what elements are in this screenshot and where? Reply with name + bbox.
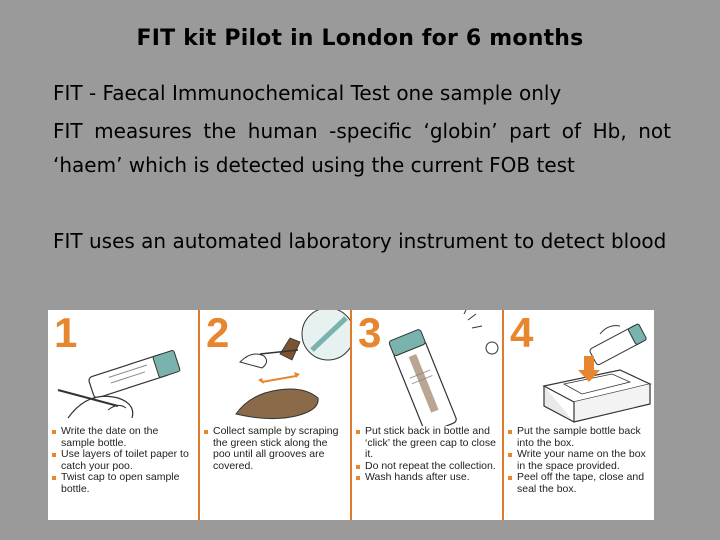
instruction-panels — [48, 310, 654, 520]
paragraph-automated: FIT uses an automated laboratory instrument to detect blood — [53, 229, 667, 253]
bullet-icon — [356, 476, 360, 480]
bullet-icon — [356, 430, 360, 434]
step-item: Peel off the tape, close and seal the box. — [508, 472, 648, 495]
step-item: Put the sample bottle back into the box. — [508, 426, 648, 449]
step-item: Put stick back in bottle and ‘click’ the green cap to close it. — [356, 426, 496, 461]
slide-title: FIT kit Pilot in London for 6 months — [136, 26, 584, 51]
bullet-icon — [52, 476, 56, 480]
seal-box-illustration — [504, 310, 654, 426]
step-item: Wash hands after use. — [356, 472, 496, 484]
step-item: Use layers of toilet paper to catch your poo. — [52, 449, 192, 472]
paragraph-globin: FIT measures the human -specific ‘globin’ part of Hb, not ‘haem’ which is detected using the current FOB test — [53, 119, 671, 177]
bullet-icon — [508, 476, 512, 480]
bullet-icon — [508, 453, 512, 457]
step-item: Write the date on the sample bottle. — [52, 426, 192, 449]
step-number: 3 — [358, 310, 382, 356]
write-date-illustration — [48, 310, 198, 426]
step-number: 4 — [510, 310, 534, 356]
step-item: Do not repeat the collection. — [356, 461, 496, 473]
step-list — [204, 426, 344, 472]
step-item: Write your name on the box in the space provided. — [508, 449, 648, 472]
collect-sample-illustration — [200, 310, 350, 426]
close-bottle-illustration — [352, 310, 502, 426]
step-number: 1 — [54, 310, 78, 356]
instruction-panel-1 — [48, 310, 198, 520]
instruction-panel-4 — [504, 310, 654, 520]
bullet-icon — [508, 430, 512, 434]
instruction-panel-2 — [200, 310, 350, 520]
bullet-icon — [52, 430, 56, 434]
paragraph-fit-definition: FIT - Faecal Immunochemical Test one sample only — [53, 81, 562, 105]
instruction-panel-3 — [352, 310, 502, 520]
step-list — [508, 426, 648, 495]
step-item: Twist cap to open sample bottle. — [52, 472, 192, 495]
step-item: Collect sample by scraping the green stick along the poo until all grooves are covered. — [204, 426, 344, 472]
step-list — [52, 426, 192, 495]
bullet-icon — [204, 430, 208, 434]
step-list — [356, 426, 496, 484]
step-number: 2 — [206, 310, 230, 356]
bullet-icon — [356, 465, 360, 469]
bullet-icon — [52, 453, 56, 457]
